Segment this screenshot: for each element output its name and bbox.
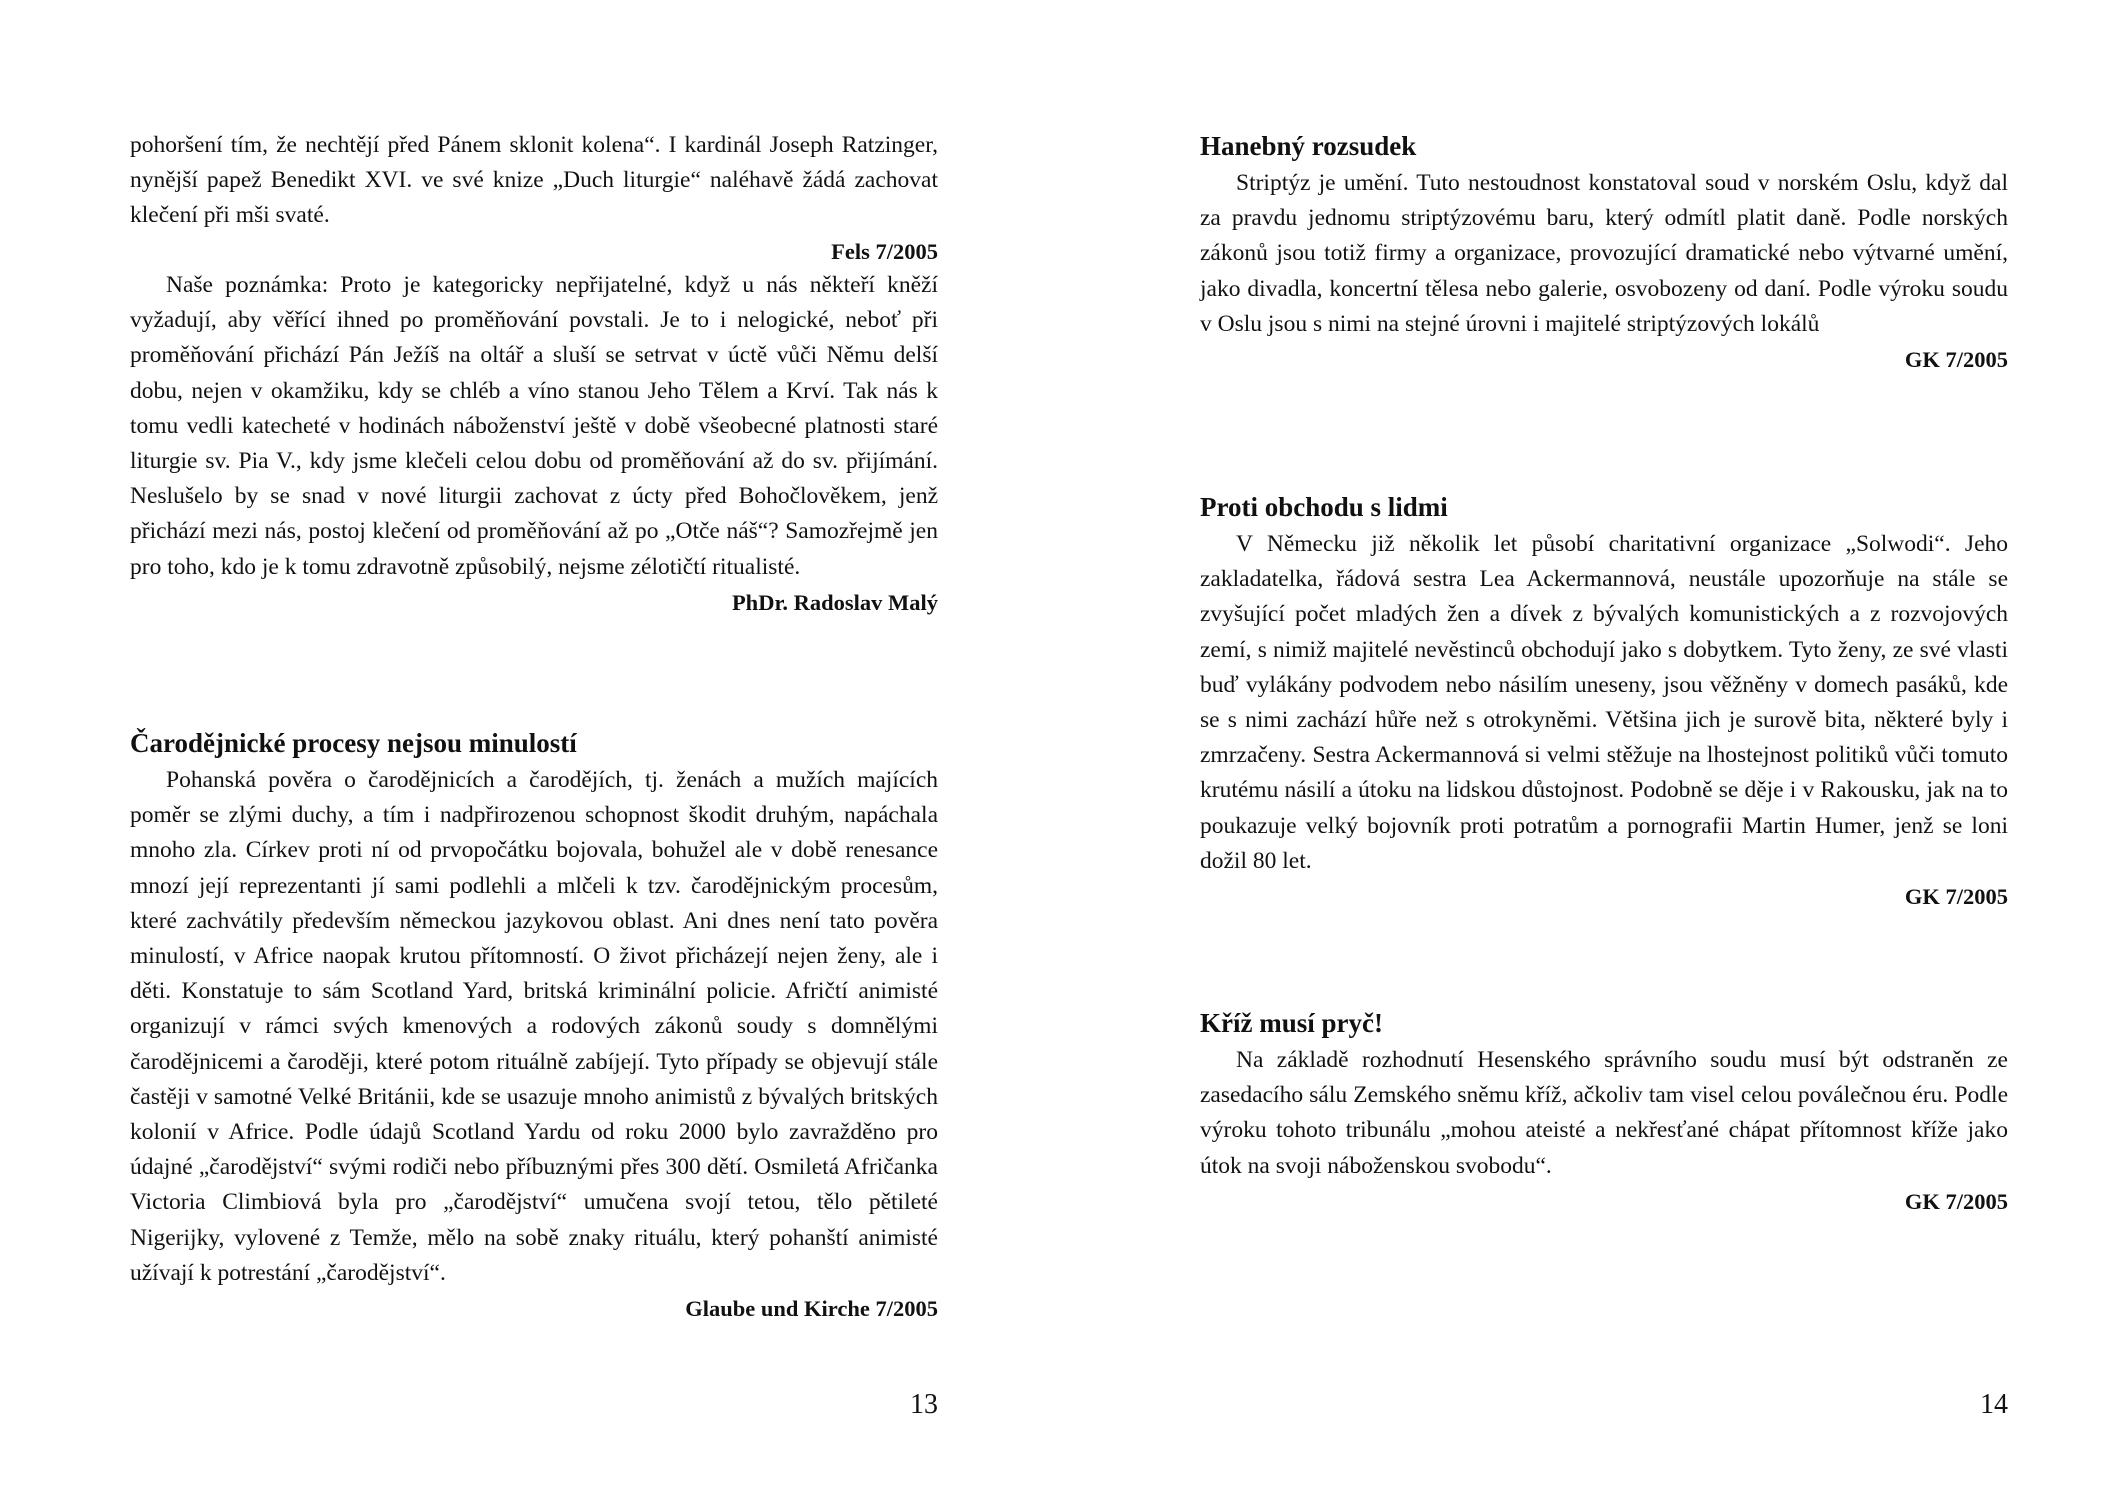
article-title: Čarodějnické procesy nejsou minulostí: [130, 728, 577, 758]
intro-paragraph: pohoršení tím, že nechtějí před Pánem sklonit kolena“. I kardinál Joseph Ratzinger, nynější papež Benedikt XVI. ve své knize „Duch liturgie“ naléhavě žádá zachovat klečení při mši svaté.: [130, 132, 938, 229]
article-body: Na základě rozhodnutí Hesenského správního soudu musí být odstraněn ze zasedacího sálu Zemského sněmu kříž, ačkoliv tam visel celou poválečnou éru. Podle výroku tohoto tribunálu „mohou ateisté a nekřesťané chápat přítomnost kříže jako útok na svoji náboženskou svobodu“.: [1200, 1047, 2008, 1179]
left-page: [130, 0, 938, 1500]
right-page: [1200, 0, 2008, 1500]
intro-source: Fels 7/2005: [831, 238, 938, 264]
note-paragraph: Naše poznámka: Proto je kategoricky nepřijatelné, když u nás někteří kněží vyžadují, aby věřící ihned po proměňování povstali. Je to i nelogické, neboť při proměňování přichází Pán Ježíš na oltář a sluší se setrvat v úctě vůči Němu delší dobu, nejen v okamžiku, kdy se chléb a víno stanou Jeho Tělem a Krví. Tak nás k tomu vedli katecheté v hodinách náboženství ještě v době všeobecné platnosti staré liturgie sv. Pia V., kdy jsme klečeli celou dobu od proměňování až do sv. přijímání. Neslušelo by se snad v nové liturgii zachovat z úcty před Bohočlověkem, jenž přichází mezi nás, postoj klečení od proměňování až po „Otče náš“? Samozřejmě jen pro toho, kdo je k tomu zdravotně způsobilý, nejsme zélotičtí ritualisté.: [130, 272, 938, 580]
article-body: Striptýz je umění. Tuto nestoudnost konstatoval soud v norském Oslu, když dal za pravdu jednomu striptýzovému baru, který odmítl platit daně. Podle norských zákonů jsou totiž firmy a organizace, provozující dramatické nebo výtvarné umění, jako divadla, koncertní tělesa nebo galerie, osvobozeny od daní. Podle výroku soudu v Oslu jsou s nimi na stejné úrovni i majitelé striptýzových lokálů: [1200, 170, 2008, 337]
article-cross-must-go: [1200, 1003, 2008, 1219]
note-section: [130, 268, 938, 620]
article-source: Glaube und Kirche 7/2005: [685, 1296, 938, 1322]
article-title: Kříž musí pryč!: [1200, 1008, 1383, 1038]
article-human-trafficking: [1200, 487, 2008, 914]
article-source: GK 7/2005: [1904, 347, 2008, 373]
article-body: Pohanská pověra o čarodějnicích a čarodějích, tj. ženách a mužích majících poměr se zlými duchy, a tím i nadpřirozenou schopnost škodit druhým, napáchala mnoho zla. Církev proti ní od prvopočátku bojovala, bohužel ale v době renesance mnozí její reprezentanti jí sami podlehli a mlčeli k tzv. čarodějnickým procesům, které zachvátily především německou jazykovou oblast. Ani dnes není tato pověra minulostí, v Africe naopak krutou přítomností. O život přicházejí nejen ženy, ale i děti. Konstatuje to sám Scotland Yard, britská kriminální policie. Afričtí animisté organizují v rámci svých kmenových a rodových zákonů soudy s domnělými čarodějnicemi a čaroději, které potom rituálně zabíjejí. Tyto případy se objevují stále častěji v samotné Velké Británii, kde se usazuje mnoho animistů z bývalých britských kolonií v Africe. Podle údajů Scotland Yardu od roku 2000 bylo zavražděno pro údajné „čarodějství“ svými rodiči nebo příbuznými přes 300 dětí. Osmiletá Afričanka Victoria Climbiová byla pro „čarodějství“ umučena svojí tetou, tělo pětileté Nigerijky, vylovené z Temže, mělo na sobě znaky rituálu, který pohanští animisté užívají k potrestání „čarodějství“.: [130, 767, 938, 1286]
article-shameful-verdict: [1200, 126, 2008, 377]
page-number-right: 14: [1980, 1389, 2008, 1420]
article-body: V Německu již několik let působí charitativní organizace „Solwodi“. Jeho zakladatelka, řádová sestra Lea Ackermannová, neustále upozorňuje na stále se zvyšující počet mladých žen a dívek z bývalých komunistických a z rozvojových zemí, s nimiž majitelé nevěstinců obchodují jako s dobytkem. Tyto ženy, ze své vlasti buď vylákány podvodem nebo násilím uneseny, jsou věžněny v domech pasáků, kde se s nimi zachází hůře než s otrokyněmi. Většina jich je surově bita, některé byly i zmrzačeny. Sestra Ackermannová si velmi stěžuje na lhostejnost politiků vůči tomuto krutému násilí a útoku na lidskou důstojnost. Podobně se děje i v Rakousku, jak na to poukazuje velký bojovník proti potratům a pornografii Martin Humer, jenž se loni dožil 80 let.: [1200, 531, 2008, 874]
article-title: Proti obchodu s lidmi: [1200, 492, 1448, 522]
page-number-left: 13: [910, 1389, 938, 1420]
article-source: GK 7/2005: [1904, 884, 2008, 910]
note-author: PhDr. Radoslav Malý: [731, 589, 938, 615]
article-source: GK 7/2005: [1904, 1188, 2008, 1214]
article-title: Hanebný rozsudek: [1200, 131, 1417, 161]
intro-section: [130, 128, 938, 269]
article-witch-trials: [130, 723, 938, 1326]
